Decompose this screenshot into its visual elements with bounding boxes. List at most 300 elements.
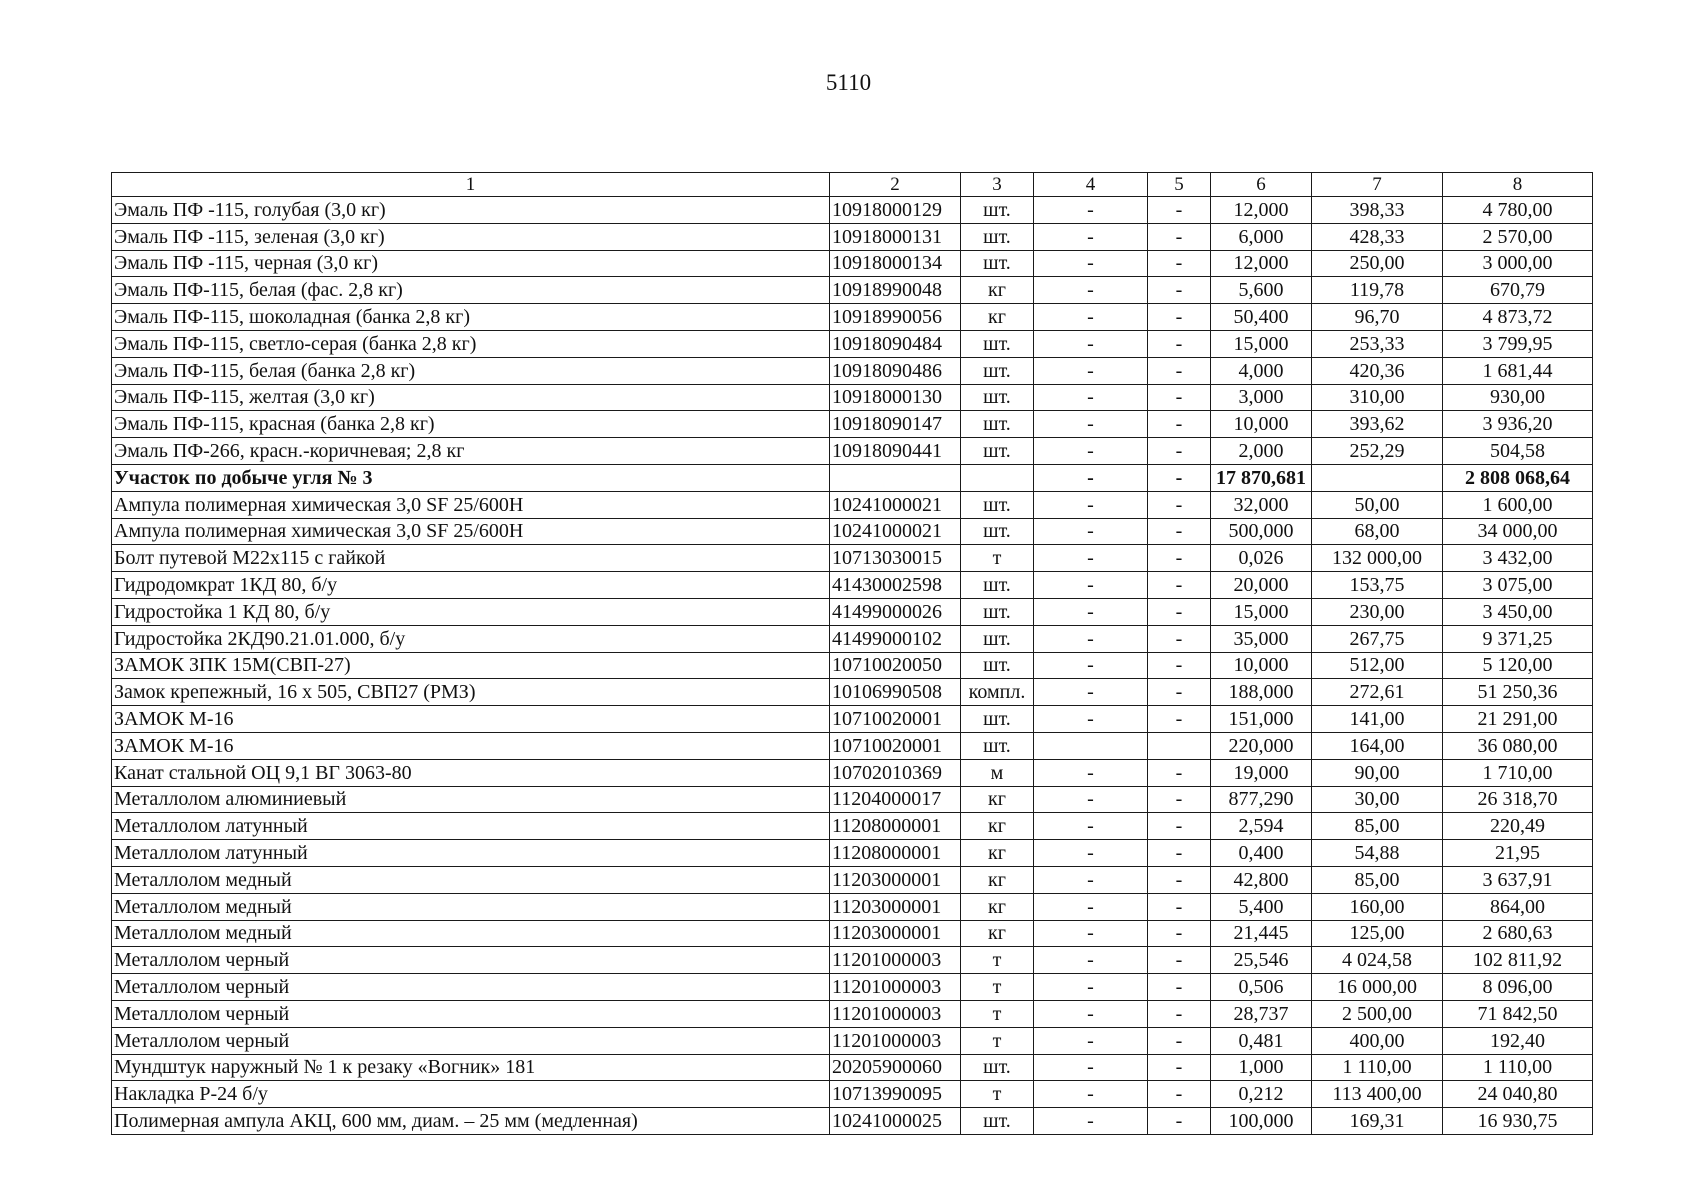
unit-cell: т bbox=[961, 545, 1034, 572]
col4-cell: - bbox=[1034, 277, 1148, 304]
table-row bbox=[112, 598, 1593, 625]
col4-cell: - bbox=[1034, 491, 1148, 518]
price-cell: 90,00 bbox=[1312, 759, 1443, 786]
col4-cell: - bbox=[1034, 706, 1148, 733]
sum-cell: 2 570,00 bbox=[1443, 223, 1593, 250]
unit-cell: шт. bbox=[961, 438, 1034, 465]
col4-cell: - bbox=[1034, 250, 1148, 277]
table-row bbox=[112, 866, 1593, 893]
price-cell: 50,00 bbox=[1312, 491, 1443, 518]
item-name-cell: Металлолом медный bbox=[112, 893, 830, 920]
quantity-cell: 10,000 bbox=[1211, 411, 1312, 438]
col5-cell: - bbox=[1148, 464, 1211, 491]
item-code-cell: 10241000021 bbox=[830, 491, 961, 518]
sum-cell: 1 600,00 bbox=[1443, 491, 1593, 518]
sum-cell: 26 318,70 bbox=[1443, 786, 1593, 813]
price-cell: 96,70 bbox=[1312, 304, 1443, 331]
inventory-table bbox=[111, 172, 1593, 1135]
price-cell: 398,33 bbox=[1312, 197, 1443, 224]
page-number: 5110 bbox=[825, 70, 872, 95]
unit-cell: т bbox=[961, 1027, 1034, 1054]
header-cell: 4 bbox=[1034, 173, 1148, 197]
col5-cell: - bbox=[1148, 759, 1211, 786]
col5-cell: - bbox=[1148, 813, 1211, 840]
item-code-cell: 10918000129 bbox=[830, 197, 961, 224]
sum-cell: 21 291,00 bbox=[1443, 706, 1593, 733]
price-cell: 420,36 bbox=[1312, 357, 1443, 384]
col5-cell: - bbox=[1148, 1054, 1211, 1081]
table-row bbox=[112, 438, 1593, 465]
unit-cell: шт. bbox=[961, 357, 1034, 384]
item-name-cell: Ампула полимерная химическая 3,0 SF 25/600Н bbox=[112, 491, 830, 518]
table-row bbox=[112, 491, 1593, 518]
item-code-cell: 10713990095 bbox=[830, 1081, 961, 1108]
unit-cell: кг bbox=[961, 786, 1034, 813]
col5-cell: - bbox=[1148, 920, 1211, 947]
sum-cell: 24 040,80 bbox=[1443, 1081, 1593, 1108]
sum-cell: 3 450,00 bbox=[1443, 598, 1593, 625]
table-row bbox=[112, 1027, 1593, 1054]
sum-cell: 1 681,44 bbox=[1443, 357, 1593, 384]
sum-cell: 21,95 bbox=[1443, 840, 1593, 867]
unit-cell: т bbox=[961, 947, 1034, 974]
table-row bbox=[112, 947, 1593, 974]
quantity-cell: 4,000 bbox=[1211, 357, 1312, 384]
item-name-cell: Эмаль ПФ-266, красн.-коричневая; 2,8 кг bbox=[112, 438, 830, 465]
item-code-cell: 11208000001 bbox=[830, 840, 961, 867]
col4-cell: - bbox=[1034, 411, 1148, 438]
unit-cell: кг bbox=[961, 893, 1034, 920]
col4-cell: - bbox=[1034, 893, 1148, 920]
quantity-cell: 6,000 bbox=[1211, 223, 1312, 250]
item-code-cell: 10241000025 bbox=[830, 1108, 961, 1135]
table-row bbox=[112, 840, 1593, 867]
item-name-cell: ЗАМОК М-16 bbox=[112, 706, 830, 733]
table-row bbox=[112, 786, 1593, 813]
header-cell: 5 bbox=[1148, 173, 1211, 197]
col4-cell: - bbox=[1034, 1108, 1148, 1135]
price-cell: 85,00 bbox=[1312, 813, 1443, 840]
sum-cell: 2 680,63 bbox=[1443, 920, 1593, 947]
price-cell: 119,78 bbox=[1312, 277, 1443, 304]
table-row bbox=[112, 974, 1593, 1001]
quantity-cell: 19,000 bbox=[1211, 759, 1312, 786]
price-cell: 253,33 bbox=[1312, 330, 1443, 357]
price-cell: 267,75 bbox=[1312, 625, 1443, 652]
item-code-cell: 41499000102 bbox=[830, 625, 961, 652]
table-row bbox=[112, 518, 1593, 545]
header-cell: 3 bbox=[961, 173, 1034, 197]
col4-cell: - bbox=[1034, 813, 1148, 840]
quantity-cell: 3,000 bbox=[1211, 384, 1312, 411]
col4-cell: - bbox=[1034, 947, 1148, 974]
table-row bbox=[112, 277, 1593, 304]
item-name-cell: Болт путевой М22х115 с гайкой bbox=[112, 545, 830, 572]
table-row bbox=[112, 706, 1593, 733]
table-row bbox=[112, 920, 1593, 947]
item-name-cell: Металлолом алюминиевый bbox=[112, 786, 830, 813]
item-name-cell: Полимерная ампула АКЦ, 600 мм, диам. – 25 мм (медленная) bbox=[112, 1108, 830, 1135]
header-cell: 7 bbox=[1312, 173, 1443, 197]
col4-cell: - bbox=[1034, 1027, 1148, 1054]
unit-cell: шт. bbox=[961, 1054, 1034, 1081]
col4-cell: - bbox=[1034, 840, 1148, 867]
table-row bbox=[112, 625, 1593, 652]
table-row bbox=[112, 384, 1593, 411]
sum-cell: 3 799,95 bbox=[1443, 330, 1593, 357]
quantity-cell: 2,594 bbox=[1211, 813, 1312, 840]
item-code-cell: 11201000003 bbox=[830, 947, 961, 974]
item-name-cell: Гидродомкрат 1КД 80, б/у bbox=[112, 572, 830, 599]
col5-cell: - bbox=[1148, 304, 1211, 331]
table-header-row bbox=[112, 173, 1593, 197]
quantity-cell: 151,000 bbox=[1211, 706, 1312, 733]
sum-cell: 9 371,25 bbox=[1443, 625, 1593, 652]
quantity-cell: 100,000 bbox=[1211, 1108, 1312, 1135]
sum-cell: 4 780,00 bbox=[1443, 197, 1593, 224]
quantity-cell: 35,000 bbox=[1211, 625, 1312, 652]
sum-cell: 36 080,00 bbox=[1443, 732, 1593, 759]
price-cell: 125,00 bbox=[1312, 920, 1443, 947]
header-cell: 6 bbox=[1211, 173, 1312, 197]
item-code-cell: 10918090147 bbox=[830, 411, 961, 438]
item-name-cell: Эмаль ПФ-115, красная (банка 2,8 кг) bbox=[112, 411, 830, 438]
col4-cell: - bbox=[1034, 598, 1148, 625]
quantity-cell: 0,026 bbox=[1211, 545, 1312, 572]
unit-cell bbox=[961, 464, 1034, 491]
price-cell: 310,00 bbox=[1312, 384, 1443, 411]
unit-cell: компл. bbox=[961, 679, 1034, 706]
unit-cell: шт. bbox=[961, 197, 1034, 224]
table-row bbox=[112, 732, 1593, 759]
price-cell: 68,00 bbox=[1312, 518, 1443, 545]
item-code-cell: 10918990056 bbox=[830, 304, 961, 331]
col5-cell: - bbox=[1148, 223, 1211, 250]
item-code-cell: 10710020001 bbox=[830, 706, 961, 733]
item-code-cell: 10241000021 bbox=[830, 518, 961, 545]
table-row bbox=[112, 679, 1593, 706]
section-row bbox=[112, 464, 1593, 491]
col5-cell: - bbox=[1148, 330, 1211, 357]
quantity-cell: 0,212 bbox=[1211, 1081, 1312, 1108]
col5-cell: - bbox=[1148, 652, 1211, 679]
quantity-cell: 25,546 bbox=[1211, 947, 1312, 974]
col5-cell: - bbox=[1148, 625, 1211, 652]
col5-cell: - bbox=[1148, 1027, 1211, 1054]
price-cell: 393,62 bbox=[1312, 411, 1443, 438]
col4-cell: - bbox=[1034, 572, 1148, 599]
quantity-cell: 188,000 bbox=[1211, 679, 1312, 706]
item-code-cell: 11203000001 bbox=[830, 920, 961, 947]
quantity-cell: 5,600 bbox=[1211, 277, 1312, 304]
sum-cell: 34 000,00 bbox=[1443, 518, 1593, 545]
unit-cell: шт. bbox=[961, 598, 1034, 625]
col4-cell: - bbox=[1034, 866, 1148, 893]
col4-cell: - bbox=[1034, 625, 1148, 652]
unit-cell: м bbox=[961, 759, 1034, 786]
quantity-cell: 50,400 bbox=[1211, 304, 1312, 331]
col5-cell: - bbox=[1148, 706, 1211, 733]
col5-cell: - bbox=[1148, 357, 1211, 384]
col4-cell: - bbox=[1034, 223, 1148, 250]
price-cell: 428,33 bbox=[1312, 223, 1443, 250]
unit-cell: шт. bbox=[961, 411, 1034, 438]
item-code-cell: 11208000001 bbox=[830, 813, 961, 840]
col5-cell: - bbox=[1148, 866, 1211, 893]
item-name-cell: Эмаль ПФ -115, черная (3,0 кг) bbox=[112, 250, 830, 277]
table-row bbox=[112, 572, 1593, 599]
price-cell: 512,00 bbox=[1312, 652, 1443, 679]
col4-cell: - bbox=[1034, 974, 1148, 1001]
col5-cell: - bbox=[1148, 947, 1211, 974]
unit-cell: шт. bbox=[961, 223, 1034, 250]
item-name-cell: Эмаль ПФ -115, зеленая (3,0 кг) bbox=[112, 223, 830, 250]
col5-cell: - bbox=[1148, 491, 1211, 518]
price-cell: 16 000,00 bbox=[1312, 974, 1443, 1001]
col5-cell: - bbox=[1148, 893, 1211, 920]
item-code-cell: 10918090486 bbox=[830, 357, 961, 384]
price-cell: 30,00 bbox=[1312, 786, 1443, 813]
quantity-cell: 10,000 bbox=[1211, 652, 1312, 679]
col5-cell: - bbox=[1148, 1000, 1211, 1027]
item-name-cell: Эмаль ПФ-115, желтая (3,0 кг) bbox=[112, 384, 830, 411]
sum-cell: 1 710,00 bbox=[1443, 759, 1593, 786]
price-cell: 4 024,58 bbox=[1312, 947, 1443, 974]
price-cell: 132 000,00 bbox=[1312, 545, 1443, 572]
sum-cell: 8 096,00 bbox=[1443, 974, 1593, 1001]
header-cell: 1 bbox=[112, 173, 830, 197]
unit-cell: шт. bbox=[961, 250, 1034, 277]
unit-cell: шт. bbox=[961, 491, 1034, 518]
price-cell: 252,29 bbox=[1312, 438, 1443, 465]
col4-cell: - bbox=[1034, 1000, 1148, 1027]
table-row bbox=[112, 357, 1593, 384]
price-cell: 113 400,00 bbox=[1312, 1081, 1443, 1108]
col4-cell: - bbox=[1034, 518, 1148, 545]
price-cell: 2 500,00 bbox=[1312, 1000, 1443, 1027]
item-name-cell: Замок крепежный, 16 х 505, СВП27 (РМЗ) bbox=[112, 679, 830, 706]
col4-cell: - bbox=[1034, 1054, 1148, 1081]
col4-cell: - bbox=[1034, 304, 1148, 331]
item-name-cell: Ампула полимерная химическая 3,0 SF 25/600Н bbox=[112, 518, 830, 545]
sum-cell: 71 842,50 bbox=[1443, 1000, 1593, 1027]
quantity-cell: 500,000 bbox=[1211, 518, 1312, 545]
price-cell: 153,75 bbox=[1312, 572, 1443, 599]
item-name-cell: Эмаль ПФ-115, белая (фас. 2,8 кг) bbox=[112, 277, 830, 304]
table-row bbox=[112, 250, 1593, 277]
unit-cell: шт. bbox=[961, 384, 1034, 411]
col4-cell: - bbox=[1034, 759, 1148, 786]
unit-cell: шт. bbox=[961, 625, 1034, 652]
col4-cell: - bbox=[1034, 545, 1148, 572]
price-cell: 169,31 bbox=[1312, 1108, 1443, 1135]
unit-cell: кг bbox=[961, 304, 1034, 331]
item-code-cell: 10918090484 bbox=[830, 330, 961, 357]
item-code-cell bbox=[830, 464, 961, 491]
col4-cell bbox=[1034, 732, 1148, 759]
col4-cell: - bbox=[1034, 438, 1148, 465]
item-code-cell: 10918990048 bbox=[830, 277, 961, 304]
sum-cell: 16 930,75 bbox=[1443, 1108, 1593, 1135]
col5-cell: - bbox=[1148, 518, 1211, 545]
sum-cell: 3 000,00 bbox=[1443, 250, 1593, 277]
unit-cell: т bbox=[961, 1081, 1034, 1108]
item-code-cell: 10710020001 bbox=[830, 732, 961, 759]
price-cell: 85,00 bbox=[1312, 866, 1443, 893]
item-name-cell: Мундштук наружный № 1 к резаку «Вогник» 181 bbox=[112, 1054, 830, 1081]
unit-cell: шт. bbox=[961, 518, 1034, 545]
item-code-cell: 10710020050 bbox=[830, 652, 961, 679]
quantity-cell: 21,445 bbox=[1211, 920, 1312, 947]
sum-cell: 192,40 bbox=[1443, 1027, 1593, 1054]
quantity-cell: 42,800 bbox=[1211, 866, 1312, 893]
sum-cell: 51 250,36 bbox=[1443, 679, 1593, 706]
item-code-cell: 11203000001 bbox=[830, 866, 961, 893]
col5-cell: - bbox=[1148, 411, 1211, 438]
item-code-cell: 11201000003 bbox=[830, 1000, 961, 1027]
col4-cell: - bbox=[1034, 920, 1148, 947]
item-name-cell: Металлолом черный bbox=[112, 974, 830, 1001]
sum-cell: 3 936,20 bbox=[1443, 411, 1593, 438]
sum-cell: 504,58 bbox=[1443, 438, 1593, 465]
sum-cell: 3 637,91 bbox=[1443, 866, 1593, 893]
col5-cell: - bbox=[1148, 572, 1211, 599]
sum-cell: 930,00 bbox=[1443, 384, 1593, 411]
col5-cell: - bbox=[1148, 786, 1211, 813]
col4-cell: - bbox=[1034, 679, 1148, 706]
item-name-cell: Металлолом медный bbox=[112, 866, 830, 893]
quantity-cell: 15,000 bbox=[1211, 598, 1312, 625]
price-cell: 272,61 bbox=[1312, 679, 1443, 706]
quantity-cell: 1,000 bbox=[1211, 1054, 1312, 1081]
col5-cell: - bbox=[1148, 197, 1211, 224]
quantity-cell: 0,400 bbox=[1211, 840, 1312, 867]
table-row bbox=[112, 1000, 1593, 1027]
col4-cell: - bbox=[1034, 464, 1148, 491]
item-code-cell: 10713030015 bbox=[830, 545, 961, 572]
item-name-cell: Металлолом черный bbox=[112, 1000, 830, 1027]
price-cell: 1 110,00 bbox=[1312, 1054, 1443, 1081]
table-row bbox=[112, 652, 1593, 679]
col5-cell: - bbox=[1148, 384, 1211, 411]
quantity-cell: 0,481 bbox=[1211, 1027, 1312, 1054]
col5-cell: - bbox=[1148, 974, 1211, 1001]
table-row bbox=[112, 330, 1593, 357]
quantity-cell: 28,737 bbox=[1211, 1000, 1312, 1027]
price-cell: 141,00 bbox=[1312, 706, 1443, 733]
price-cell: 230,00 bbox=[1312, 598, 1443, 625]
col5-cell: - bbox=[1148, 545, 1211, 572]
item-code-cell: 10918090441 bbox=[830, 438, 961, 465]
quantity-cell: 32,000 bbox=[1211, 491, 1312, 518]
sum-cell: 1 110,00 bbox=[1443, 1054, 1593, 1081]
table-row bbox=[112, 545, 1593, 572]
price-cell: 400,00 bbox=[1312, 1027, 1443, 1054]
unit-cell: т bbox=[961, 1000, 1034, 1027]
col4-cell: - bbox=[1034, 384, 1148, 411]
unit-cell: т bbox=[961, 974, 1034, 1001]
sum-cell: 220,49 bbox=[1443, 813, 1593, 840]
col4-cell: - bbox=[1034, 1081, 1148, 1108]
item-name-cell: Гидростойка 2КД90.21.01.000, б/у bbox=[112, 625, 830, 652]
quantity-cell: 20,000 bbox=[1211, 572, 1312, 599]
item-name-cell: Эмаль ПФ -115, голубая (3,0 кг) bbox=[112, 197, 830, 224]
item-code-cell: 11203000001 bbox=[830, 893, 961, 920]
unit-cell: кг bbox=[961, 277, 1034, 304]
unit-cell: шт. bbox=[961, 732, 1034, 759]
quantity-cell: 17 870,681 bbox=[1211, 464, 1312, 491]
price-cell: 54,88 bbox=[1312, 840, 1443, 867]
item-code-cell: 11201000003 bbox=[830, 974, 961, 1001]
unit-cell: кг bbox=[961, 840, 1034, 867]
quantity-cell: 5,400 bbox=[1211, 893, 1312, 920]
item-code-cell: 10702010369 bbox=[830, 759, 961, 786]
item-name-cell: Эмаль ПФ-115, шоколадная (банка 2,8 кг) bbox=[112, 304, 830, 331]
item-code-cell: 10106990508 bbox=[830, 679, 961, 706]
item-code-cell: 11201000003 bbox=[830, 1027, 961, 1054]
item-name-cell: Металлолом латунный bbox=[112, 813, 830, 840]
quantity-cell: 15,000 bbox=[1211, 330, 1312, 357]
sum-cell: 3 432,00 bbox=[1443, 545, 1593, 572]
table-row bbox=[112, 1108, 1593, 1135]
col4-cell: - bbox=[1034, 197, 1148, 224]
table-row bbox=[112, 813, 1593, 840]
item-name-cell: ЗАМОК М-16 bbox=[112, 732, 830, 759]
table-row bbox=[112, 304, 1593, 331]
col5-cell: - bbox=[1148, 250, 1211, 277]
unit-cell: шт. bbox=[961, 1108, 1034, 1135]
col4-cell: - bbox=[1034, 786, 1148, 813]
item-code-cell: 41430002598 bbox=[830, 572, 961, 599]
sum-cell: 5 120,00 bbox=[1443, 652, 1593, 679]
quantity-cell: 0,506 bbox=[1211, 974, 1312, 1001]
unit-cell: шт. bbox=[961, 706, 1034, 733]
item-name-cell: Участок по добыче угля № 3 bbox=[112, 464, 830, 491]
sum-cell: 4 873,72 bbox=[1443, 304, 1593, 331]
col5-cell: - bbox=[1148, 598, 1211, 625]
quantity-cell: 12,000 bbox=[1211, 250, 1312, 277]
sum-cell: 2 808 068,64 bbox=[1443, 464, 1593, 491]
item-name-cell: Эмаль ПФ-115, светло-серая (банка 2,8 кг) bbox=[112, 330, 830, 357]
item-name-cell: Канат стальной ОЦ 9,1 ВГ 3063-80 bbox=[112, 759, 830, 786]
item-code-cell: 10918000131 bbox=[830, 223, 961, 250]
item-name-cell: ЗАМОК ЗПК 15М(СВП-27) bbox=[112, 652, 830, 679]
header-cell: 2 bbox=[830, 173, 961, 197]
item-name-cell: Гидростойка 1 КД 80, б/у bbox=[112, 598, 830, 625]
item-name-cell: Эмаль ПФ-115, белая (банка 2,8 кг) bbox=[112, 357, 830, 384]
price-cell bbox=[1312, 464, 1443, 491]
table-row bbox=[112, 1081, 1593, 1108]
unit-cell: шт. bbox=[961, 572, 1034, 599]
item-name-cell: Металлолом медный bbox=[112, 920, 830, 947]
item-name-cell: Металлолом черный bbox=[112, 1027, 830, 1054]
item-name-cell: Накладка Р-24 б/у bbox=[112, 1081, 830, 1108]
sum-cell: 670,79 bbox=[1443, 277, 1593, 304]
table-row bbox=[112, 411, 1593, 438]
item-code-cell: 11204000017 bbox=[830, 786, 961, 813]
header-cell: 8 bbox=[1443, 173, 1593, 197]
quantity-cell: 220,000 bbox=[1211, 732, 1312, 759]
col5-cell: - bbox=[1148, 840, 1211, 867]
table-row bbox=[112, 223, 1593, 250]
item-name-cell: Металлолом черный bbox=[112, 947, 830, 974]
price-cell: 250,00 bbox=[1312, 250, 1443, 277]
col4-cell: - bbox=[1034, 652, 1148, 679]
unit-cell: кг bbox=[961, 813, 1034, 840]
quantity-cell: 877,290 bbox=[1211, 786, 1312, 813]
table-row bbox=[112, 759, 1593, 786]
item-code-cell: 20205900060 bbox=[830, 1054, 961, 1081]
